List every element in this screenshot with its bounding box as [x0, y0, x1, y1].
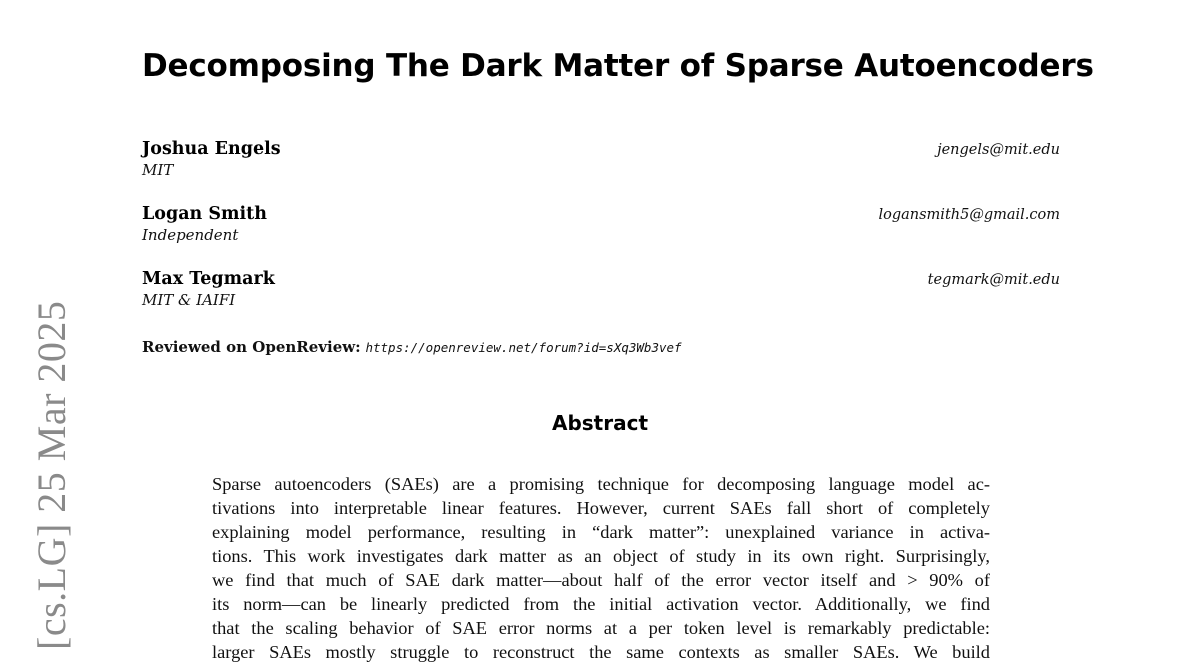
abstract-line: we find that much of SAE dark matter—about half of the error vector itself and > 90% of — [212, 570, 990, 590]
author-email[interactable]: logansmith5@gmail.com — [878, 207, 1060, 223]
paper-title: Decomposing The Dark Matter of Sparse Autoencoders — [142, 48, 1094, 84]
author-name: Max Tegmark — [142, 269, 275, 289]
author-block — [142, 139, 1060, 179]
review-url-link[interactable]: https://openreview.net/forum?id=sXq3Wb3vef — [365, 340, 682, 355]
author-email[interactable]: tegmark@mit.edu — [927, 272, 1060, 288]
author-email[interactable]: jengels@mit.edu — [937, 142, 1060, 158]
abstract-line: tions. This work investigates dark matter as an object of study in its own right. Surprisingly, — [212, 546, 990, 566]
review-label: Reviewed on OpenReview: — [142, 338, 361, 356]
arxiv-stamp: [cs.LG] 25 Mar 2025 — [29, 300, 74, 650]
abstract-line: its norm—can be linearly predicted from the initial activation vector. Additionally, we find — [212, 594, 990, 614]
abstract-heading: Abstract — [551, 411, 649, 435]
abstract-line: that the scaling behavior of SAE error norms at a per token level is remarkably predictable: — [212, 618, 990, 638]
abstract-line: Sparse autoencoders (SAEs) are a promising technique for decomposing language model ac- — [212, 474, 990, 494]
author-block — [142, 269, 1060, 309]
author-affiliation: MIT & IAIFI — [142, 291, 236, 309]
author-name: Joshua Engels — [142, 139, 281, 159]
abstract-body — [212, 472, 990, 664]
review-line — [142, 338, 682, 356]
abstract-line: tivations into interpretable linear features. However, current SAEs fall short of completely — [212, 498, 990, 518]
author-affiliation: MIT — [142, 161, 174, 179]
abstract-line: larger SAEs mostly struggle to reconstruct the same contexts as smaller SAEs. We build — [212, 642, 990, 662]
abstract-line: explaining model performance, resulting in “dark matter”: unexplained variance in activa- — [212, 522, 990, 542]
author-name: Logan Smith — [142, 204, 267, 224]
author-affiliation: Independent — [142, 226, 239, 244]
author-block — [142, 204, 1060, 244]
